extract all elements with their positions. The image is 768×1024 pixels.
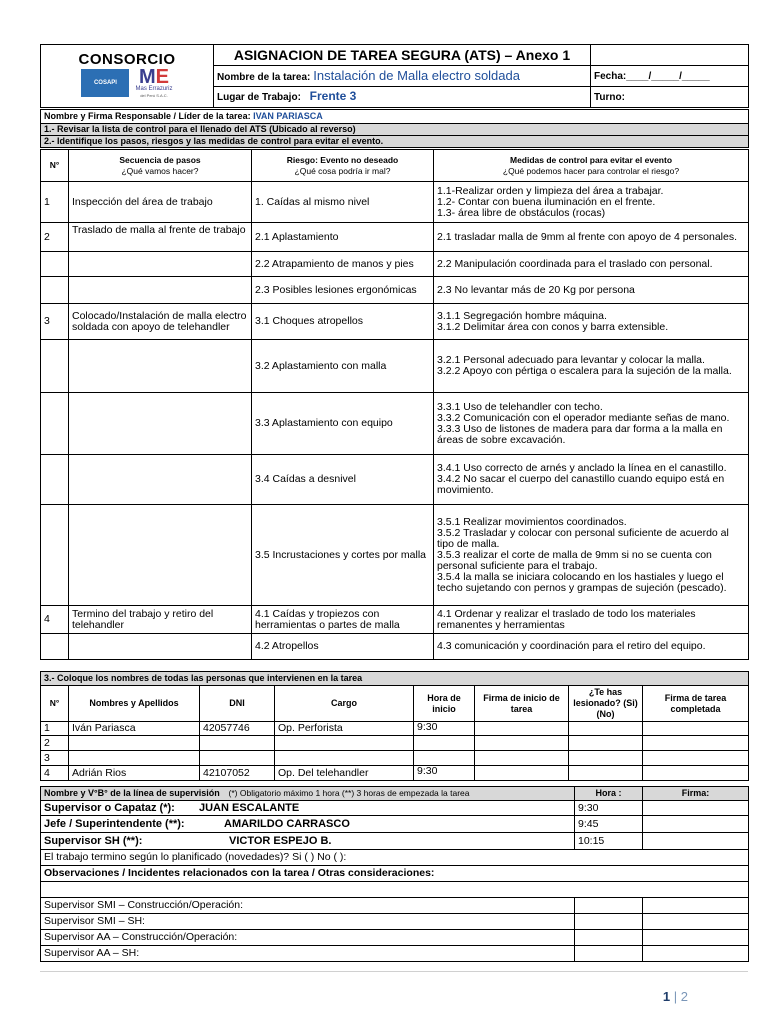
supervisor-label: Jefe / Superintendente (**): xyxy=(44,817,185,830)
step-control: 3.3.1 Uso de telehandler con techo. 3.3.2 Comunicación con el operador mediante señas de mano. 3.3.3 Uso de listones de madera para dar forma a la malla en áreas de sobre excavación. xyxy=(434,393,749,455)
supervisor-label: Supervisor o Capataz (*): xyxy=(44,801,175,814)
supervision-firma-header: Firma: xyxy=(643,787,749,801)
responsible-value: IVAN PARIASCA xyxy=(253,111,323,121)
step-risk: 2.3 Posibles lesiones ergonómicas xyxy=(252,277,434,304)
people-table xyxy=(40,671,749,781)
person-firma-fin[interactable] xyxy=(643,751,749,766)
work-place-cell: Lugar de Trabajo: Frente 3 xyxy=(214,87,591,108)
person-n: 2 xyxy=(41,736,69,751)
people-header-name: Nombres y Apellidos xyxy=(69,686,200,722)
person-name[interactable] xyxy=(69,751,200,766)
supervisor-firma[interactable] xyxy=(643,816,749,833)
final-signature-hora[interactable] xyxy=(575,914,643,930)
person-firma-fin[interactable] xyxy=(643,736,749,751)
final-signature-row xyxy=(41,946,749,962)
step-text xyxy=(69,634,252,660)
consorcio-logo-title: CONSORCIO xyxy=(78,51,176,68)
step-text xyxy=(69,277,252,304)
people-header-dni: DNI xyxy=(200,686,275,722)
step-row xyxy=(41,505,749,606)
final-signature-hora[interactable] xyxy=(575,930,643,946)
person-dni[interactable]: 42057746 xyxy=(200,722,275,736)
step-risk: 2.1 Aplastamiento xyxy=(252,223,434,252)
observations-table xyxy=(40,849,749,962)
person-row xyxy=(41,766,749,781)
step-control: 2.3 No levantar más de 20 Kg por persona xyxy=(434,277,749,304)
supervision-note: (*) Obligatorio máximo 1 hora (**) 3 horas de empezada la tarea xyxy=(228,788,470,798)
steps-header-steps: Secuencia de pasos ¿Qué vamos hacer? xyxy=(69,150,252,182)
step-row xyxy=(41,304,749,340)
person-hora[interactable] xyxy=(414,736,475,751)
person-lesion[interactable] xyxy=(569,751,643,766)
final-signature-firma[interactable] xyxy=(643,946,749,962)
step-row xyxy=(41,606,749,634)
supervisor-firma[interactable] xyxy=(643,801,749,816)
people-header-row xyxy=(41,686,749,722)
step-risk: 3.2 Aplastamiento con malla xyxy=(252,340,434,393)
person-hora[interactable]: 9:30 xyxy=(414,722,475,736)
person-firma[interactable] xyxy=(475,736,569,751)
person-cargo[interactable]: Op. Del telehandler xyxy=(275,766,414,781)
supervision-table xyxy=(40,786,749,850)
mas-errazuriz-logo: ME Mas Errazuriz del Perú S.A.C. xyxy=(135,66,173,98)
final-signature-label: Supervisor AA – SH: xyxy=(41,946,575,962)
step-text xyxy=(69,340,252,393)
step-text xyxy=(69,505,252,606)
person-dni[interactable] xyxy=(200,751,275,766)
person-lesion[interactable] xyxy=(569,766,643,781)
logo-cell xyxy=(41,45,214,108)
supervisor-row xyxy=(41,816,749,833)
step-text: Inspección del área de trabajo xyxy=(69,182,252,223)
step-row xyxy=(41,223,749,252)
person-cargo[interactable]: Op. Perforista xyxy=(275,722,414,736)
step-risk: 3.3 Aplastamiento con equipo xyxy=(252,393,434,455)
step-control: 2.1 trasladar malla de 9mm al frente con apoyo de 4 personales. xyxy=(434,223,749,252)
header-table xyxy=(40,44,749,108)
step-control: 4.1 Ordenar y realizar el traslado de todo los materiales remanentes y herramientas xyxy=(434,606,749,634)
step-row xyxy=(41,634,749,660)
task-name-value: Instalación de Malla electro soldada xyxy=(313,67,520,83)
supervision-hora-header: Hora : xyxy=(575,787,643,801)
person-firma-fin[interactable] xyxy=(643,766,749,781)
person-cargo[interactable] xyxy=(275,751,414,766)
people-header-n: N° xyxy=(41,686,69,722)
step-n xyxy=(41,277,69,304)
supervisor-hora[interactable]: 9:30 xyxy=(575,801,643,816)
step-risk: 4.1 Caídas y tropiezos con herramientas o partes de malla xyxy=(252,606,434,634)
person-n: 1 xyxy=(41,722,69,736)
final-signature-row xyxy=(41,914,749,930)
person-name[interactable]: Iván Pariasca xyxy=(69,722,200,736)
step-risk: 3.4 Caídas a desnivel xyxy=(252,455,434,505)
step-risk: 4.2 Atropellos xyxy=(252,634,434,660)
planned-question: El trabajo termino según lo planificado (novedades)? Si ( ) No ( ): xyxy=(41,850,749,866)
final-signature-firma[interactable] xyxy=(643,930,749,946)
person-firma[interactable] xyxy=(475,766,569,781)
people-header-cargo: Cargo xyxy=(275,686,414,722)
person-row xyxy=(41,722,749,736)
final-signature-label: Supervisor SMI – SH: xyxy=(41,914,575,930)
final-signature-firma[interactable] xyxy=(643,898,749,914)
step-control: 4.3 comunicación y coordinación para el retiro del equipo. xyxy=(434,634,749,660)
responsible-table xyxy=(40,109,749,148)
step-row xyxy=(41,393,749,455)
observations-blank[interactable] xyxy=(41,882,749,898)
step-n: 1 xyxy=(41,182,69,223)
step-n: 3 xyxy=(41,304,69,340)
person-hora[interactable]: 9:30 xyxy=(414,766,475,781)
step-row xyxy=(41,182,749,223)
person-cargo[interactable] xyxy=(275,736,414,751)
step-risk: 1. Caídas al mismo nivel xyxy=(252,182,434,223)
page-number xyxy=(663,989,688,1004)
final-signature-row xyxy=(41,898,749,914)
person-firma[interactable] xyxy=(475,751,569,766)
step-row xyxy=(41,277,749,304)
steps-header-row xyxy=(41,150,749,182)
steps-header-n: N° xyxy=(41,150,69,182)
supervisor-name: JUAN ESCALANTE xyxy=(199,801,300,814)
step-row xyxy=(41,340,749,393)
supervisor-name: VICTOR ESPEJO B. xyxy=(229,834,332,847)
responsible-row: Nombre y Firma Responsable / Líder de la tarea: IVAN PARIASCA xyxy=(41,110,749,124)
step-n: 4 xyxy=(41,606,69,634)
step-text xyxy=(69,252,252,277)
work-place-value: Frente 3 xyxy=(309,89,357,103)
supervisor-hora[interactable]: 9:45 xyxy=(575,816,643,833)
supervisor-cell xyxy=(41,833,575,850)
observations-title: Observaciones / Incidentes relacionados con la tarea / Otras consideraciones: xyxy=(41,866,749,882)
step-row xyxy=(41,252,749,277)
page-current: 1 xyxy=(662,989,671,1004)
step-n: 2 xyxy=(41,223,69,252)
supervision-header-row xyxy=(41,787,749,801)
step-n xyxy=(41,340,69,393)
steps-table xyxy=(40,149,749,660)
step-control: 2.2 Manipulación coordinada para el traslado con personal. xyxy=(434,252,749,277)
turno-field[interactable]: Turno: xyxy=(591,87,749,108)
person-row xyxy=(41,751,749,766)
person-dni[interactable] xyxy=(200,736,275,751)
supervisor-label: Supervisor SH (**): xyxy=(44,834,143,847)
supervisor-hora[interactable]: 10:15 xyxy=(575,833,643,850)
person-firma[interactable] xyxy=(475,722,569,736)
task-name-cell: Nombre de la tarea: Instalación de Malla electro soldada xyxy=(214,66,591,87)
cosapi-logo: COSAPI xyxy=(81,69,129,97)
company-logos xyxy=(44,68,210,98)
step-text xyxy=(69,393,252,455)
person-lesion[interactable] xyxy=(569,736,643,751)
people-header-hora: Hora de inicio xyxy=(414,686,475,722)
people-header-firma-fin: Firma de tarea completada xyxy=(643,686,749,722)
person-firma-fin[interactable] xyxy=(643,722,749,736)
supervisor-name: AMARILDO CARRASCO xyxy=(224,817,350,830)
section-3-title: 3.- Coloque los nombres de todas las personas que intervienen en la tarea xyxy=(41,672,749,686)
step-n xyxy=(41,455,69,505)
step-control: 3.1.1 Segregación hombre máquina. 3.1.2 Delimitar área con conos y barra extensible. xyxy=(434,304,749,340)
people-header-firma: Firma de inicio de tarea xyxy=(475,686,569,722)
form-title: ASIGNACION DE TAREA SEGURA (ATS) – Anexo 1 xyxy=(214,45,591,66)
footer-divider xyxy=(40,971,748,972)
person-lesion[interactable] xyxy=(569,722,643,736)
header-blank xyxy=(591,45,749,66)
step-risk: 2.2 Atrapamiento de manos y pies xyxy=(252,252,434,277)
supervision-header: Nombre y V°B° de la línea de supervisión (*) Obligatorio máximo 1 hora (**) 3 horas de empezada la tarea xyxy=(41,787,575,801)
steps-header-risk: Riesgo: Evento no deseado ¿Qué cosa podría ir mal? xyxy=(252,150,434,182)
supervisor-cell xyxy=(41,816,575,833)
step-control: 3.5.1 Realizar movimientos coordinados. 3.5.2 Trasladar y colocar con personal suficiente de acuerdo al tipo de malla. 3.5.3 realizar el corte de malla de 9mm si no se cuenta con personal suficiente para el trabajo. 3.5.4 la malla se iniciara colocando en los hastiales y luego el techo sujetando con pernos y grampas de sujeción (pescado). xyxy=(434,505,749,606)
step-n xyxy=(41,393,69,455)
step-control: 1.1-Realizar orden y limpieza del área a trabajar. 1.2- Contar con buena iluminación en el frente. 1.3- área libre de obstáculos (rocas) xyxy=(434,182,749,223)
section-1-title: 1.- Revisar la lista de control para el llenado del ATS (Ubicado al reverso) xyxy=(41,124,749,136)
section-2-title: 2.- Identifique los pasos, riesgos y las medidas de control para evitar el evento. xyxy=(41,136,749,148)
supervisor-cell xyxy=(41,801,575,816)
people-header-lesion: ¿Te has lesionado? (Si) (No) xyxy=(569,686,643,722)
final-signature-label: Supervisor SMI – Construcción/Operación: xyxy=(41,898,575,914)
step-n xyxy=(41,252,69,277)
step-n xyxy=(41,634,69,660)
step-control: 3.2.1 Personal adecuado para levantar y colocar la malla. 3.2.2 Apoyo con pértiga o escalera para la sujeción de la malla. xyxy=(434,340,749,393)
person-name[interactable] xyxy=(69,736,200,751)
step-risk: 3.1 Choques atropellos xyxy=(252,304,434,340)
final-signature-row xyxy=(41,930,749,946)
step-text: Traslado de malla al frente de trabajo xyxy=(69,223,252,252)
step-row xyxy=(41,455,749,505)
fecha-field[interactable]: Fecha:____/_____/_____ xyxy=(591,66,749,87)
step-text xyxy=(69,455,252,505)
step-text: Termino del trabajo y retiro del telehandler xyxy=(69,606,252,634)
page-total: 2 xyxy=(680,989,688,1004)
final-signature-firma[interactable] xyxy=(643,914,749,930)
supervisor-firma[interactable] xyxy=(643,833,749,850)
person-n: 4 xyxy=(41,766,69,781)
person-row xyxy=(41,736,749,751)
step-control: 3.4.1 Uso correcto de arnés y anclado la línea en el canastillo. 3.4.2 No sacar el cuerpo del canastillo cuando equipo está en movimiento. xyxy=(434,455,749,505)
steps-header-control: Medidas de control para evitar el evento ¿Qué podemos hacer para controlar el riesgo? xyxy=(434,150,749,182)
person-hora[interactable] xyxy=(414,751,475,766)
final-signature-hora[interactable] xyxy=(575,898,643,914)
final-signature-label: Supervisor AA – Construcción/Operación: xyxy=(41,930,575,946)
supervisor-row xyxy=(41,833,749,850)
page-separator: | xyxy=(673,989,678,1004)
person-name[interactable]: Adrián Rios xyxy=(69,766,200,781)
person-n: 3 xyxy=(41,751,69,766)
final-signature-hora[interactable] xyxy=(575,946,643,962)
step-risk: 3.5 Incrustaciones y cortes por malla xyxy=(252,505,434,606)
person-dni[interactable]: 42107052 xyxy=(200,766,275,781)
step-text: Colocado/Instalación de malla electro soldada con apoyo de telehandler xyxy=(69,304,252,340)
step-n xyxy=(41,505,69,606)
supervisor-row xyxy=(41,801,749,816)
